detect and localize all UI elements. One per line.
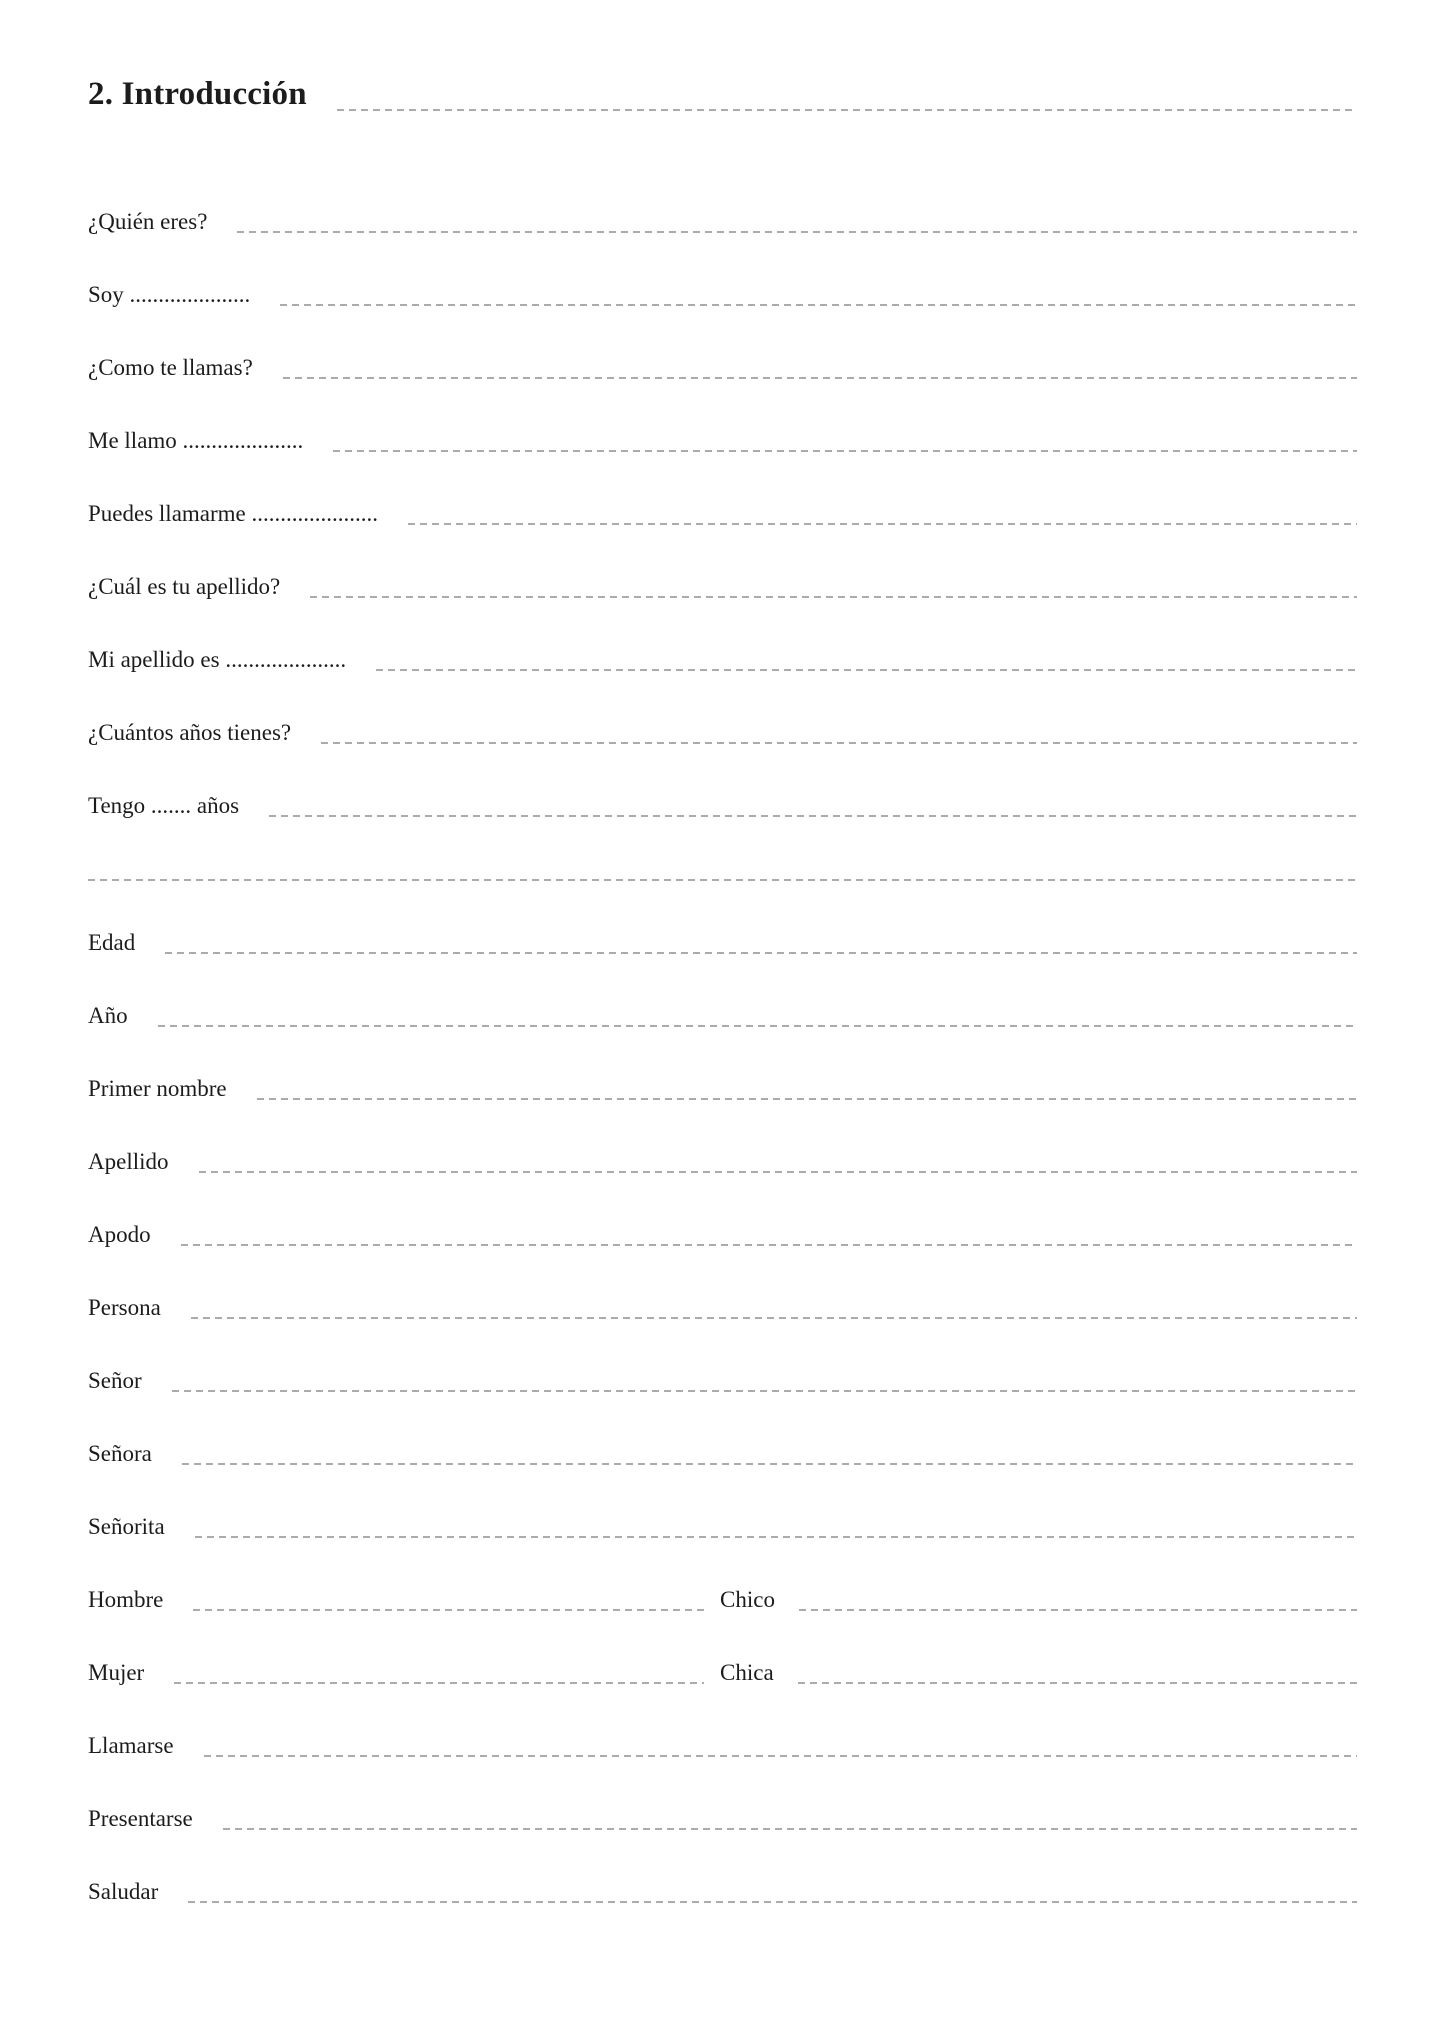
dotted-fill-line: [182, 1463, 1357, 1465]
worksheet-row: [88, 959, 1357, 1032]
dotted-fill-line: [237, 231, 1357, 233]
dotted-fill-line: [188, 1901, 1357, 1903]
row-label: ¿Quién eres?: [88, 209, 208, 234]
worksheet-row: [88, 1105, 1357, 1178]
worksheet-row: [88, 457, 1357, 530]
row-label: Mujer: [88, 1660, 145, 1685]
dotted-fill-line: [408, 523, 1357, 525]
dotted-fill-line: [193, 1609, 704, 1611]
row-label: ¿Cuál es tu apellido?: [88, 574, 281, 599]
worksheet-row: [88, 1251, 1357, 1324]
row-label: Chica: [720, 1660, 774, 1685]
worksheet-row: [88, 886, 1357, 959]
dotted-fill-line: [257, 1098, 1357, 1100]
row-list: [88, 165, 1357, 1908]
row-label: Persona: [88, 1295, 161, 1320]
dotted-fill-line: [191, 1317, 1357, 1319]
worksheet-row: [88, 1178, 1357, 1251]
worksheet-row: [88, 1032, 1357, 1105]
dotted-fill-line: [223, 1828, 1357, 1830]
worksheet-row: [88, 1543, 1357, 1616]
row-label: Tengo ....... años: [88, 793, 240, 818]
row-label: Primer nombre: [88, 1076, 227, 1101]
dotted-fill-line: [280, 304, 1357, 306]
dotted-fill-line: [798, 1682, 1357, 1684]
dotted-fill-line: [174, 1682, 704, 1684]
row-label: Apodo: [88, 1222, 151, 1247]
row-label: Puedes llamarme ......................: [88, 501, 379, 526]
worksheet-row: [88, 1689, 1357, 1762]
dotted-fill-line: [269, 815, 1357, 817]
worksheet-row: [88, 749, 1357, 822]
row-label: Mi apellido es .....................: [88, 647, 347, 672]
row-left-column: [88, 1656, 704, 1689]
row-label: Señorita: [88, 1514, 165, 1539]
worksheet-row: [88, 311, 1357, 384]
dotted-fill-line: [321, 742, 1357, 744]
dotted-fill-line: [199, 1171, 1358, 1173]
dotted-fill-line: [333, 450, 1357, 452]
row-label: ¿Como te llamas?: [88, 355, 253, 380]
worksheet-row: [88, 1762, 1357, 1835]
worksheet-row: [88, 676, 1357, 749]
dotted-fill-line: [195, 1536, 1357, 1538]
heading-row: [88, 70, 1357, 118]
dotted-fill-line: [172, 1390, 1357, 1392]
row-label: Soy .....................: [88, 282, 251, 307]
worksheet-row: [88, 1397, 1357, 1470]
worksheet-row: [88, 238, 1357, 311]
row-label: Año: [88, 1003, 128, 1028]
row-label: Chico: [720, 1587, 775, 1612]
dotted-fill-line: [88, 879, 1357, 881]
dotted-fill-line: [181, 1244, 1357, 1246]
dotted-fill-line: [376, 669, 1357, 671]
worksheet-row: [88, 384, 1357, 457]
row-label: Apellido: [88, 1149, 169, 1174]
row-label: Me llamo .....................: [88, 428, 304, 453]
spacer-line-row: [88, 822, 1357, 886]
row-label: Saludar: [88, 1879, 159, 1904]
worksheet-row: [88, 530, 1357, 603]
row-label: Presentarse: [88, 1806, 193, 1831]
row-left-column: [88, 1583, 704, 1616]
row-label: Señora: [88, 1441, 152, 1466]
dotted-fill-line: [310, 596, 1357, 598]
row-right-column: [704, 1583, 1357, 1616]
row-label: Llamarse: [88, 1733, 174, 1758]
dotted-fill-line: [204, 1755, 1357, 1757]
worksheet-row: [88, 1470, 1357, 1543]
worksheet-row: [88, 165, 1357, 238]
worksheet-row: [88, 1324, 1357, 1397]
page-title: 2. Introducción: [88, 76, 307, 112]
dotted-fill-line: [283, 377, 1357, 379]
dotted-fill-line: [799, 1609, 1357, 1611]
worksheet-row: [88, 1616, 1357, 1689]
row-label: ¿Cuántos años tienes?: [88, 720, 292, 745]
row-label: Señor: [88, 1368, 142, 1393]
title-dotted-line: [337, 109, 1357, 111]
row-label: Hombre: [88, 1587, 164, 1612]
dotted-fill-line: [158, 1025, 1357, 1027]
worksheet-row: [88, 1835, 1357, 1908]
dotted-fill-line: [165, 952, 1357, 954]
row-right-column: [704, 1656, 1357, 1689]
row-label: Edad: [88, 930, 136, 955]
worksheet-row: [88, 603, 1357, 676]
